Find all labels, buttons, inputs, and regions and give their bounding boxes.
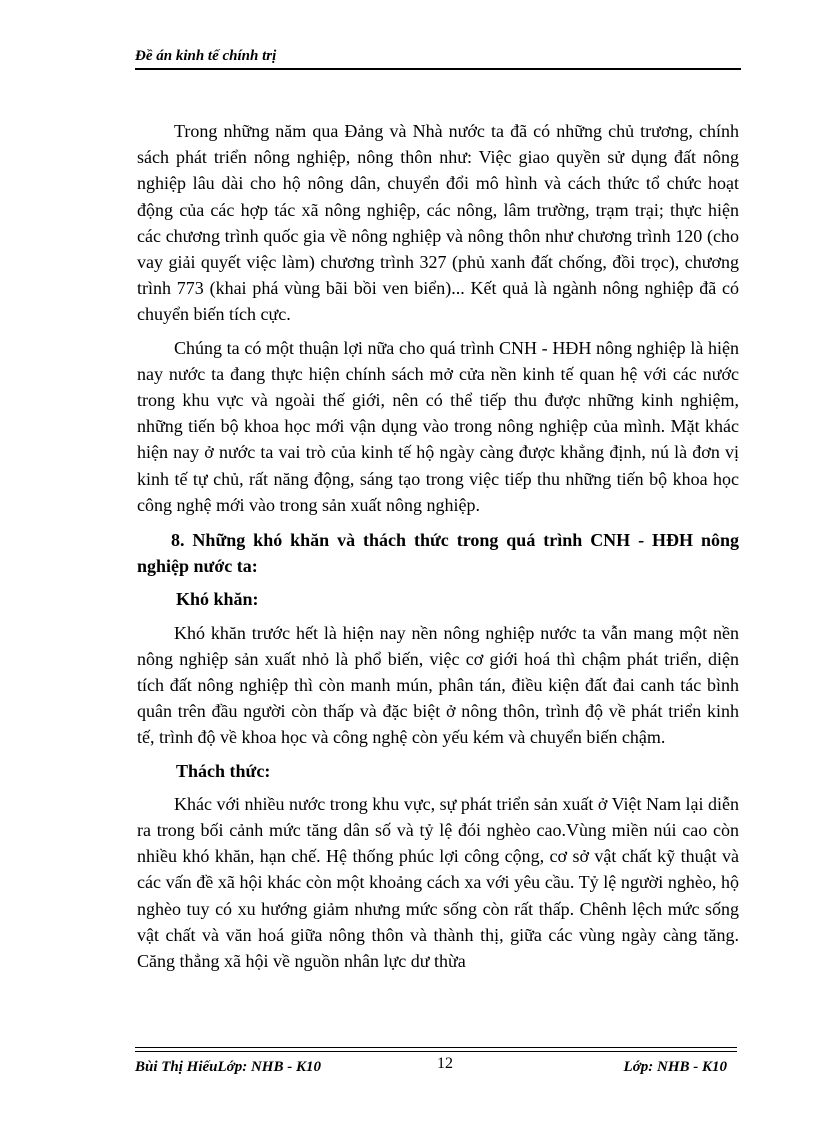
header-divider [135, 68, 741, 70]
paragraph: Khó khăn trước hết là hiện nay nền nông nghiệp nước ta vẫn mang một nền nông nghiệp sản xuất nhỏ là phổ biến, việc cơ giới hoá thì chậm phát triển, diện tích đất nông nghiệp thì còn manh mún, phân tán, điều kiện đất đai canh tác bình quân trên đầu người còn thấp và đặc biệt ở nông thôn, trình độ về phát triển kinh tế, trình độ về khoa học và công nghệ còn yếu kém và chuyển biến chậm. [137, 622, 739, 748]
paragraph: Trong những năm qua Đảng và Nhà nước ta đã có những chủ trương, chính sách phát triển nông nghiệp, nông thôn như: Việc giao quyền sử dụng đất nông nghiệp lâu dài cho hộ nông dân, chuyển đổi mô hình và cách thức tổ chức hoạt động của các hợp tác xã nông nghiệp, các nông, lâm trường, trạm trại; thực hiện các chương trình quốc gia về nông nghiệp và nông thôn như chương trình 120 (cho vay giải quyết việc làm) chương trình 327 (phủ xanh đất chống, đồi trọc), chương trình 773 (khai phá vùng bãi bồi ven biển)... Kết quả là ngành nông nghiệp đã có chuyển biến tích cực. [137, 121, 739, 325]
section-heading: 8. Những khó khăn và thách thức trong quá trình CNH - HĐH nông nghiệp nước ta: [137, 530, 739, 577]
document-title: Đề án kinh tế chính trị [135, 48, 277, 64]
footer-divider [135, 1047, 737, 1048]
page-number: 12 [437, 1055, 453, 1072]
footer-author: Bùi Thị HiếuLớp: NHB - K10 [135, 1059, 321, 1075]
footer-divider-secondary [135, 1051, 737, 1052]
paragraph: Khác với nhiều nước trong khu vực, sự phát triển sản xuất ở Việt Nam lại diễn ra trong bối cảnh mức tăng dân số và tỷ lệ đói nghèo cao.Vùng miền núi cao còn nhiều khó khăn, hạn chế. Hệ thống phúc lợi công cộng, cơ sở vật chất kỹ thuật và các vấn đề xã hội khác còn một khoảng cách xa với yêu cầu. Tỷ lệ người nghèo, hộ nghèo tuy có xu hướng giảm nhưng mức sống còn rất thấp. Chênh lệch mức sống vật chất và văn hoá giữa nông thôn và thành thị, giữa các vùng ngày càng tăng. Căng thẳng xã hội về nguồn nhân lực dư thừa [137, 793, 739, 972]
subheading-challenges: Thách thức: [176, 760, 271, 781]
subheading-difficulties: Khó khăn: [176, 589, 259, 610]
page-footer [135, 1047, 737, 1077]
page-body [137, 118, 739, 974]
footer-class: Lớp: NHB - K10 [623, 1059, 727, 1075]
paragraph: Chúng ta có một thuận lợi nữa cho quá trình CNH - HĐH nông nghiệp là hiện nay nước ta đang thực hiện chính sách mở cửa nền kinh tế quan hệ với các nước trong khu vực và ngoài thế giới, nên có thể tiếp thu được những kinh nghiệm, những tiến bộ khoa học mới vận dụng vào trong nông nghiệp của mình. Mặt khác hiện nay ở nước ta vai trò của kinh tế hộ ngày càng được khẳng định, nú là đơn vị kinh tế tự chủ, rất năng động, sáng tạo trong việc tiếp thu những tiến bộ khoa học công nghệ mới vào trong sản xuất nông nghiệp. [137, 337, 739, 515]
page-header [135, 47, 741, 69]
